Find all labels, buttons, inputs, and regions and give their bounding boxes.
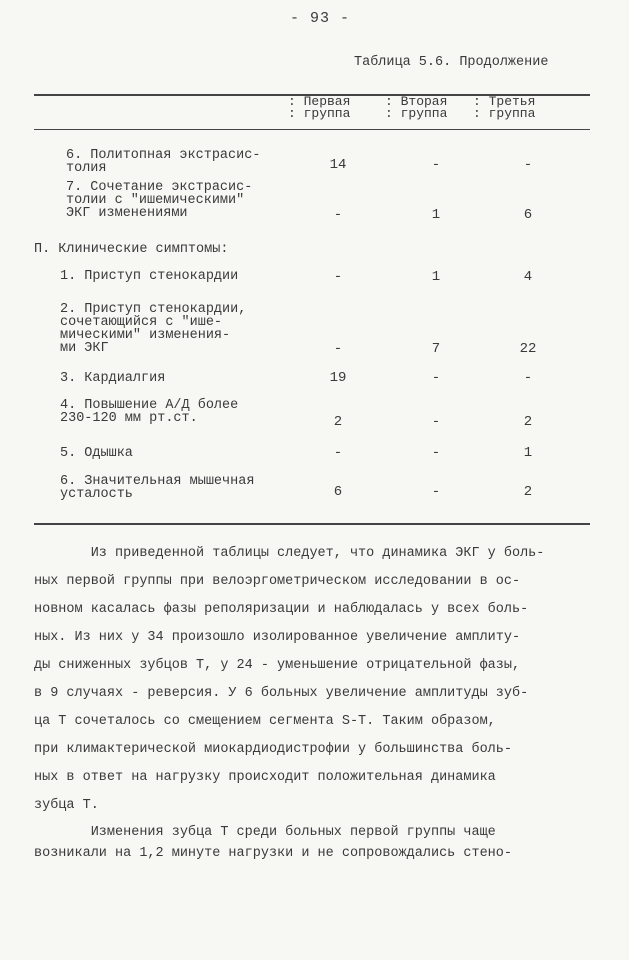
table-cell: -: [333, 341, 343, 357]
table-cell: 1: [523, 445, 533, 461]
table-cell: -: [431, 445, 441, 461]
table-cell: -: [333, 445, 343, 461]
table-cell: 2: [333, 414, 343, 430]
table-cell: 22: [519, 341, 537, 357]
table-row-label: 6. Значительная мышечная усталость: [60, 474, 255, 502]
table-caption: Таблица 5.6. Продолжение: [354, 55, 549, 70]
table-cell: -: [333, 207, 343, 223]
table-cell: -: [333, 269, 343, 285]
table-header-rule: [34, 129, 590, 130]
table-cell: -: [523, 370, 533, 386]
table-row-label: 4. Повышение А/Д более 230-120 мм рт.ст.: [60, 398, 239, 426]
table-row-label: 6. Политопная экстрасис- толия: [66, 148, 261, 176]
table-row-label: 1. Приступ стенокардии: [60, 269, 239, 284]
section-header-clinical-symptoms: П. Клинические симптомы:: [34, 242, 229, 257]
column-header-third: : Третья : группа: [473, 94, 536, 121]
table-cell: -: [431, 484, 441, 500]
table-cell: 2: [523, 484, 533, 500]
table-cell: 6: [333, 484, 343, 500]
table-row-label: 2. Приступ стенокардии, сочетающийся с "ише- мическими" изменения- ми ЭКГ: [60, 302, 247, 356]
table-cell: -: [431, 157, 441, 173]
table-row-label: 5. Одышка: [60, 446, 133, 461]
table-cell: 14: [329, 157, 347, 173]
table-cell: 19: [329, 370, 347, 386]
table-cell: -: [523, 157, 533, 173]
column-header-first: : Первая : группа: [288, 94, 351, 121]
body-paragraph: Из приведенной таблицы следует, что динамика ЭКГ у боль- ных первой группы при велоэргометрическом исследовании в ос- новном касалась фазы реполяризации и наблюдалась у всех боль- ных. Из них у 34 произошло изолированное увеличение амплиту- ды сниженных зубцов Т, у 24 - уменьшение отрицательной фазы, в 9 случаях - реверсия. У 6 больных увеличение амплитуды зуб- ца Т сочеталось со смещением сегмента S-T. Таким образом, при климактерической миокардиодистрофии у большинства боль- ных в ответ на нагрузку происходит положительная динамика зубца Т. Изменения зубца Т среди больных первой группы чаще возникали на 1,2 минуте нагрузки и не сопровождались стено-: [34, 546, 545, 861]
table-cell: 1: [431, 269, 441, 285]
table-cell: -: [431, 370, 441, 386]
table-cell: 2: [523, 414, 533, 430]
table-row-label: 7. Сочетание экстрасис- толии с "ишемическими" ЭКГ изменениями: [66, 180, 253, 221]
table-cell: -: [431, 414, 441, 430]
table-cell: 4: [523, 269, 533, 285]
table-row-label: 3. Кардиалгия: [60, 371, 166, 386]
table-cell: 7: [431, 341, 441, 357]
table-cell: 6: [523, 207, 533, 223]
table-bottom-rule: [34, 523, 590, 525]
table-cell: 1: [431, 207, 441, 223]
page-number: - 93 -: [290, 10, 351, 27]
column-header-second: : Вторая : группа: [385, 94, 448, 121]
